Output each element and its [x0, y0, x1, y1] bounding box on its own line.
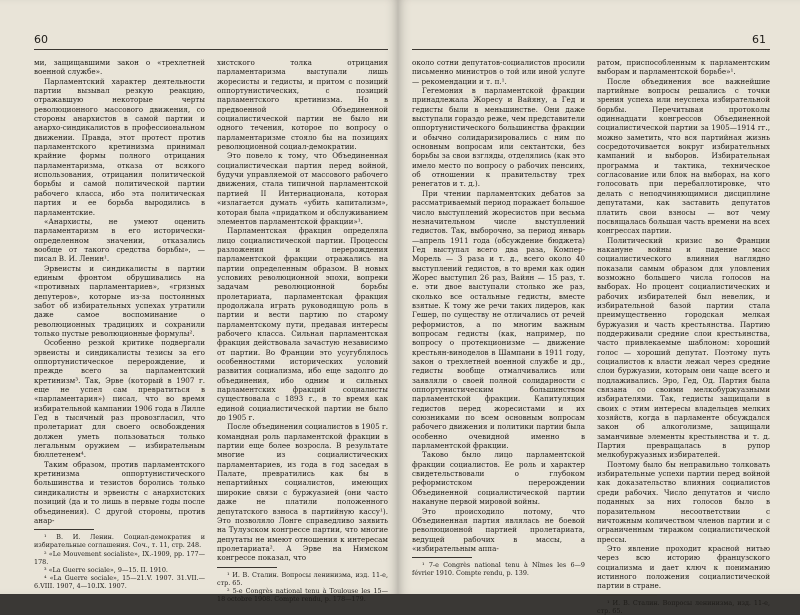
column-1	[412, 58, 585, 615]
paragraph: После объединения все важнейшие партийные вопросы решались с точки зрения успеха или неуспеха избирательной борьбы. Перечитывая протоколы одиннадцати конгрессов Объединенной социалистической партии за 1905—1914 гг., можно заметить, что вся партийная жизнь сосредоточивается вокруг избирательных кампаний и выборов. Избирательная программа и тактика, техническое согласование или блок на выборах, на кого голосовать при перебаллотировке, что делать с неподчиняющимися дисциплине депутатами, как заставить депутатов платить свои взносы — вот чему посвящалась большая часть времени на всех конгрессах партии.	[597, 76, 770, 236]
column-2	[597, 58, 770, 615]
paragraph: Парламентский характер деятельности партии вызывал резкую реакцию, отражавшую некоторые черты революционного массового движения, со стороны анархистов в самой партии и анархо-синдикалистов в профессиональном движении. Правда, этот протест против парламентского кретинизма принимал крайние формы полного отрицания парламентаризма, отказа от всякого использования, отрицания политической борьбы и самой политической партии рабочего класса, ибо эта политическая партия и ее борьба выродились в парламентские.	[34, 76, 205, 217]
paragraph: Поэтому было бы неправильно толковать избирательные успехи партии перед войной как доказательство влияния социалистов среди рабочих. Число депутатов и число поданных за них голосов было в поразительном несоответствии с ничтожным количеством членов партии и с ограниченным тиражом социалистической прессы.	[597, 459, 770, 544]
paragraph: Особенно резкой критике подвергали эрвеисты и синдикалисты тезисы за его оппортунистическое перерождение, и прежде всего за парламентский кретинизм³. Так, Эрве (который в 1907 г. еще не успел сам превратиться в «парламентария») писал, что во время избирательной кампании 1906 года в Лилле Гед в тысячный раз провозгласил, что пролетариат для своего освобождения должен уметь пользоваться только легальным оружием — избирательным бюллетенем⁴.	[34, 338, 205, 460]
footnote: ¹ И. В. Сталин. Вопросы ленинизма, изд. 11-е, стр. 65.	[217, 570, 388, 587]
page-number: 60	[34, 33, 48, 46]
footnote: ² «Le Mouvement socialiste», IX.-1909, pp. 177—178.	[34, 549, 205, 566]
paragraph: «Анархисты, не умеют оценить парламентаризм в его исторически-определенном значении, отказались вообще от такого средства борьбы», — писал В. И. Ленин¹.	[34, 216, 205, 264]
footnote-rule	[597, 595, 657, 596]
column-2	[217, 58, 388, 603]
paragraph: ратом, приспособленным к парламентским выборам и парламентской борьбе»¹.	[597, 58, 770, 77]
paragraph: Гегемония в парламентской фракции принадлежала Жоресу и Вайяну, а Гед и гедисты были в меньшинстве. Они даже выступали гораздо реже, чем представители оппортунистического большинства фракции и обычно солидаризировались с ним по основным вопросам или сектантски, без борьбы за свои взгляды, отделялись (как это имело место по вопросу о рабочих пенсиях, об отношении к правительству трех ренегатов и т. д.).	[412, 86, 585, 189]
paragraph: Таким образом, против парламентского кретинизма оппортунистического большинства и тезистов боролись только синдикалисты и эрвеисты с анархистских позиций (да и то лишь в первые годы после объединения). С другой стороны, против анар-	[34, 459, 205, 525]
footnote-rule	[412, 557, 472, 558]
column-1	[34, 58, 205, 603]
text-columns	[34, 58, 388, 603]
footnote-rule	[34, 529, 94, 530]
header-rule	[412, 49, 770, 50]
text-columns	[412, 58, 770, 615]
footnote-rule	[217, 567, 277, 568]
left-page	[0, 0, 398, 604]
footnote: ¹ И. В. Сталин. Вопросы ленинизма, изд. 11-е, стр. 65.	[597, 598, 770, 615]
paragraph: ми, защищавшими закон о «трехлетней военной службе».	[34, 58, 205, 77]
footnote: ⁴ «La Guerre sociale», 15—21.V. 1907. 31.VII.—6.VIII. 1907, 4—10.IX. 1907.	[34, 574, 205, 591]
right-page	[398, 0, 800, 615]
paragraph: Парламентская фракция определяла лицо социалистической партии. Процессы разложения и перерождения парламентской фракции отражались на партии определенным образом. В новых условиях революционной эпохи, вопреки задачам революционной борьбы пролетариата, парламентская фракция продолжала играть руководящую роль в партии и вести партию по старому парламентскому пути, предавая интересы рабочего класса. Сильная парламентская фракция действовала зачастую независимо от партии. Во Франции это усугублялось особенностями исторических условий развития социализма, ибо еще задолго до объединения, ибо одним и сильных парламентских фракций социалисты существовала с 1893 г., в то время как единой социалистической партии не было до 1905 г.	[217, 226, 388, 423]
paragraph: Политический кризис во Франции накануне войны и падение масс социалистического влияния наглядно показали самым образом для уловления возможно большего числа голосов на выборах. Но процент социалистических и рабочих избирателей был невелик, и избирательной базой партии стала преимущественно городская мелкая буржуазия и часть крестьянства. Партию поддерживали средние слои крестьянства, часто привлекаемые шаблоном: хороший голос — хороший депутат. Поэтому путь социалистов к власти лежал через средние слои буржуазии, которым они чаще всего и подлаживались. Эро, Гед, Од. Партия была связана со своими мелкобуржуазными избирателями. Так, гедисты защищали в своих с этим интересы владельцев мелких хозяйств, когда в парламенте обсуждался закон об алкоголизме, защищали заманчивые элементы крестьянства и т. д. Партия превращалась в рупор мелкобуржуазных избирателей.	[597, 235, 770, 460]
paragraph: Это явление проходит красной нитью через всю историю французского социализма и дает ключ к пониманию истинного положения социалистической партии в стране.	[597, 543, 770, 591]
footnote: ¹ В. И. Ленин. Социал-демократия и избирательные соглашения. Соч., т. 11, стр. 248.	[34, 533, 205, 550]
paragraph: хистского толка отрицания парламентаризма выступали лишь жоресисты и гедисты, и притом с позиций оппортунистических, с позиций парламентского кретинизма. Но в предвоенной Объединенной социалистической партии не было ни одного течения, которое по вопросу о парламентаризме стояло бы на позициях революционной социал-демократии.	[217, 58, 388, 152]
paragraph: После объединения социалистов в 1905 г. командная роль парламентской фракции в партии еще более возросла. В результате многие из социалистических парламентариев, из года в год заседая в Палате, превратились как бы в непартийных социалистов, имеющих широкие связи с буржуазией (они часто даже не платили положенного депутатского взноса в партийную кассу¹). Это позволяло Лонге справедливо заявить на Тулузском конгрессе партии, что многие депутаты не имеют отношения к интересам пролетариата². А Эрве на Нимском конгрессе показал, что	[217, 422, 388, 563]
paragraph: около сотни депутатов-социалистов просили письменно министров о той или иной услуге — рекомендации и т. п.¹.	[412, 58, 585, 86]
page-number: 61	[752, 33, 766, 46]
paragraph: Таково было лицо парламентской фракции социалистов. Ее роль и характер свидетельствовали о глубоком реформистском перерождении Объединенной социалистической партии накануне первой мировой войны.	[412, 450, 585, 507]
footnote: ¹ 7-e Congrès national tenu à Nîmes les 6—9 février 1910. Compte rendu, p. 139.	[412, 561, 585, 578]
paragraph: Эрвеисты и синдикалисты в партии единым фронтом обрушивались на «противных парламентариев», «грязных депутеров», которые из-за постоянных забот об избирательных успехах утратили даже самое воспоминание о революционных традициях и сохранили только пустые революционные формулы².	[34, 263, 205, 338]
paragraph: При чтении парламентских дебатов за рассматриваемый период поражает большое число выступлений жоресистов при весьма незначительном числе выступлений гедистов. Так, выборочно, за период январь—апрель 1911 года (обсуждение бюджета) Гед выступал всего два раза, Компер-Морель — 3 раза и т. д., всего около 40 выступлений гедистов, в то время как один Жорес выступил 26 раз, Вайян — 15 раз, т. е. эти двое выступали столько же раз, сколько все остальные гедисты, вместе взятые. К тому же речи таких лидеров, как Гешер, по существу не отличались от речей реформистов, а по многим важным вопросам гедисты (как, например, по вопросу о протекционизме — движение крестьян-виноделов в Шампани в 1911 году, закон о трехлетней военной службе и др., гедисты вообще отмалчивались или заявляли о своей полной солидарности с оппортунистическим большинством парламентской фракции. Капитуляция гедистов перед жоресистами и их союзниками по всем основным вопросам рабочего движения и политики партии была особенно очевидной именно в парламентской фракции.	[412, 188, 585, 451]
header-rule	[34, 49, 388, 50]
footnote: ² 5-e Congrès national tenu à Toulouse les 15—18 octobre 1908. Compte rendu, p. 178—179.	[217, 586, 388, 604]
paragraph: Это происходило потому, что Объединенная партия являлась не боевой революционной партией пролетариата, ведущей рабочих в массы, а «избирательным аппа-	[412, 506, 585, 553]
footnote: ³ «La Guerre sociale», 9—15. II. 1910.	[44, 566, 168, 574]
paragraph: Это повело к тому, что Объединенная социалистическая партия перед войной, будучи управляемой от массового рабочего движения, стала типичной парламентской партией II Интернационала, которая «излагается думать «убить капитализм», которая была «придатком и обслуживанием элементов парламентской фракции»¹.	[217, 151, 388, 226]
